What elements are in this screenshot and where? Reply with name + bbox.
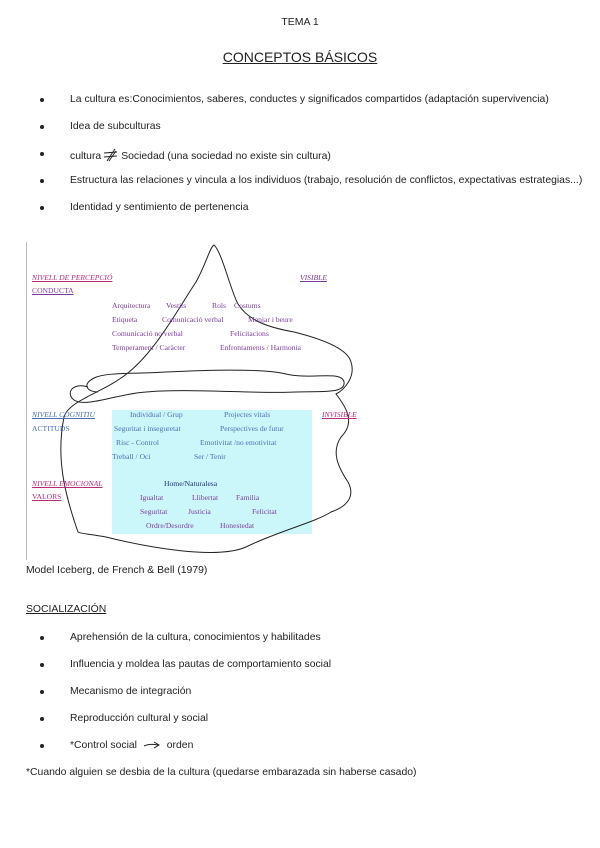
list-item-text [70,740,193,751]
conduct-item: Etiqueta [112,315,138,324]
culture-word: cultura [70,151,102,162]
attitude-item: Seguritat i inseguretat [114,424,181,433]
attitude-item: Perspectives de futur [220,424,284,433]
value-item: Llibertat [192,493,219,502]
value-item: Justicia [188,507,211,516]
bullet-icon [40,744,44,748]
list-item-text: La cultura es:Conocimientos, saberes, conductes y significados compartidos (adaptación supervivencia) [70,94,549,105]
diagram-caption: Model Iceberg, de French & Bell (1979) [26,565,208,576]
value-item: Seguritat [140,507,168,516]
conduct-item: Rols [212,301,226,310]
iceberg-diagram [26,242,374,560]
footnote: *Cuando alguien se desbia de la cultura (quedarse embarazada sin haberse casado) [26,767,417,778]
value-item: Ordre/Desordre [146,521,194,530]
attitude-item: Ser / Tenir [194,452,226,461]
bullet-icon [40,717,44,721]
tema-label: TEMA 1 [281,16,319,28]
conduct-item: Vestits [166,301,187,310]
visible-tag: VISIBLE [300,273,327,282]
list-item-text: Idea de subculturas [70,121,161,132]
diagram-left-border [26,242,27,560]
control-social-text: *Control social [70,740,137,751]
bullet-icon [40,125,44,129]
conduct-item: Menjar i beure [248,315,293,324]
emotional-level-label: NIVELL EMOCIONAL [32,479,103,488]
page-title: CONCEPTOS BÁSICOS [222,49,378,65]
conducta-label: CONDUCTA [32,286,74,295]
list-item-text: Identidad y sentimiento de pertenencia [70,202,249,213]
attitude-item: Emotivitat /no emotivitat [200,438,277,447]
section-title-socializacion: SOCIALIZACIÓN [26,604,107,615]
not-equal-mark-icon [103,148,119,162]
list-item-text: Reproducción cultural y social [70,713,209,724]
invisible-tag: INVISIBLE [322,410,357,419]
conduct-item: Temperament / Caràcter [112,343,186,352]
conduct-item: Comunicació verbal [162,315,224,324]
valors-label: VALORS [32,492,62,501]
waterline-scribble [70,370,344,402]
conduct-item: Felicitacions [230,329,269,338]
attitude-item: Treball / Oci [112,452,151,461]
list-item-text: Aprehensión de la cultura, conocimientos y habilitades [70,632,321,643]
cognitive-level-label: NIVELL COGNITIU [32,410,95,419]
conduct-item: Comunicació no verbal [112,329,183,338]
bullet-icon [40,690,44,694]
society-text: Sociedad (una sociedad no existe sin cultura) [121,151,331,162]
value-item: Honestedat [220,521,255,530]
list-item-text: Mecanismo de integración [70,686,192,697]
actituds-label: ACTITUDS [32,424,70,433]
bullet-icon [40,206,44,210]
list-item-text: Influencia y moldea las pautas de comportamiento social [70,659,332,670]
attitude-item: Projectes vitals [224,410,271,419]
bullet-icon [40,179,44,183]
list-item-text: Estructura las relaciones y vincula a los individuos (trabajo, resolución de conflictos, expectativas estrategias...) [70,175,583,186]
orden-text: orden [166,740,194,751]
conduct-item: Costums [234,301,261,310]
attitude-item: Risc - Control [116,438,160,447]
conduct-item: Arquitectura [112,301,151,310]
attitude-item: Individual / Grup [130,410,183,419]
value-item: Familia [236,493,260,502]
value-item: Home/Naturalesa [164,479,218,488]
arrow-right-icon [143,741,161,749]
bullet-icon [40,663,44,667]
list-item-text [70,148,331,162]
bullet-icon [40,152,44,156]
value-item: Felicitat [252,507,277,516]
value-item: Igualtat [140,493,164,502]
bullet-icon [40,98,44,102]
bullet-icon [40,636,44,640]
perception-level-label: NIVELL DE PERCEPCIÓ [32,273,113,282]
conduct-item: Enfrontaments / Harmonia [220,343,301,352]
